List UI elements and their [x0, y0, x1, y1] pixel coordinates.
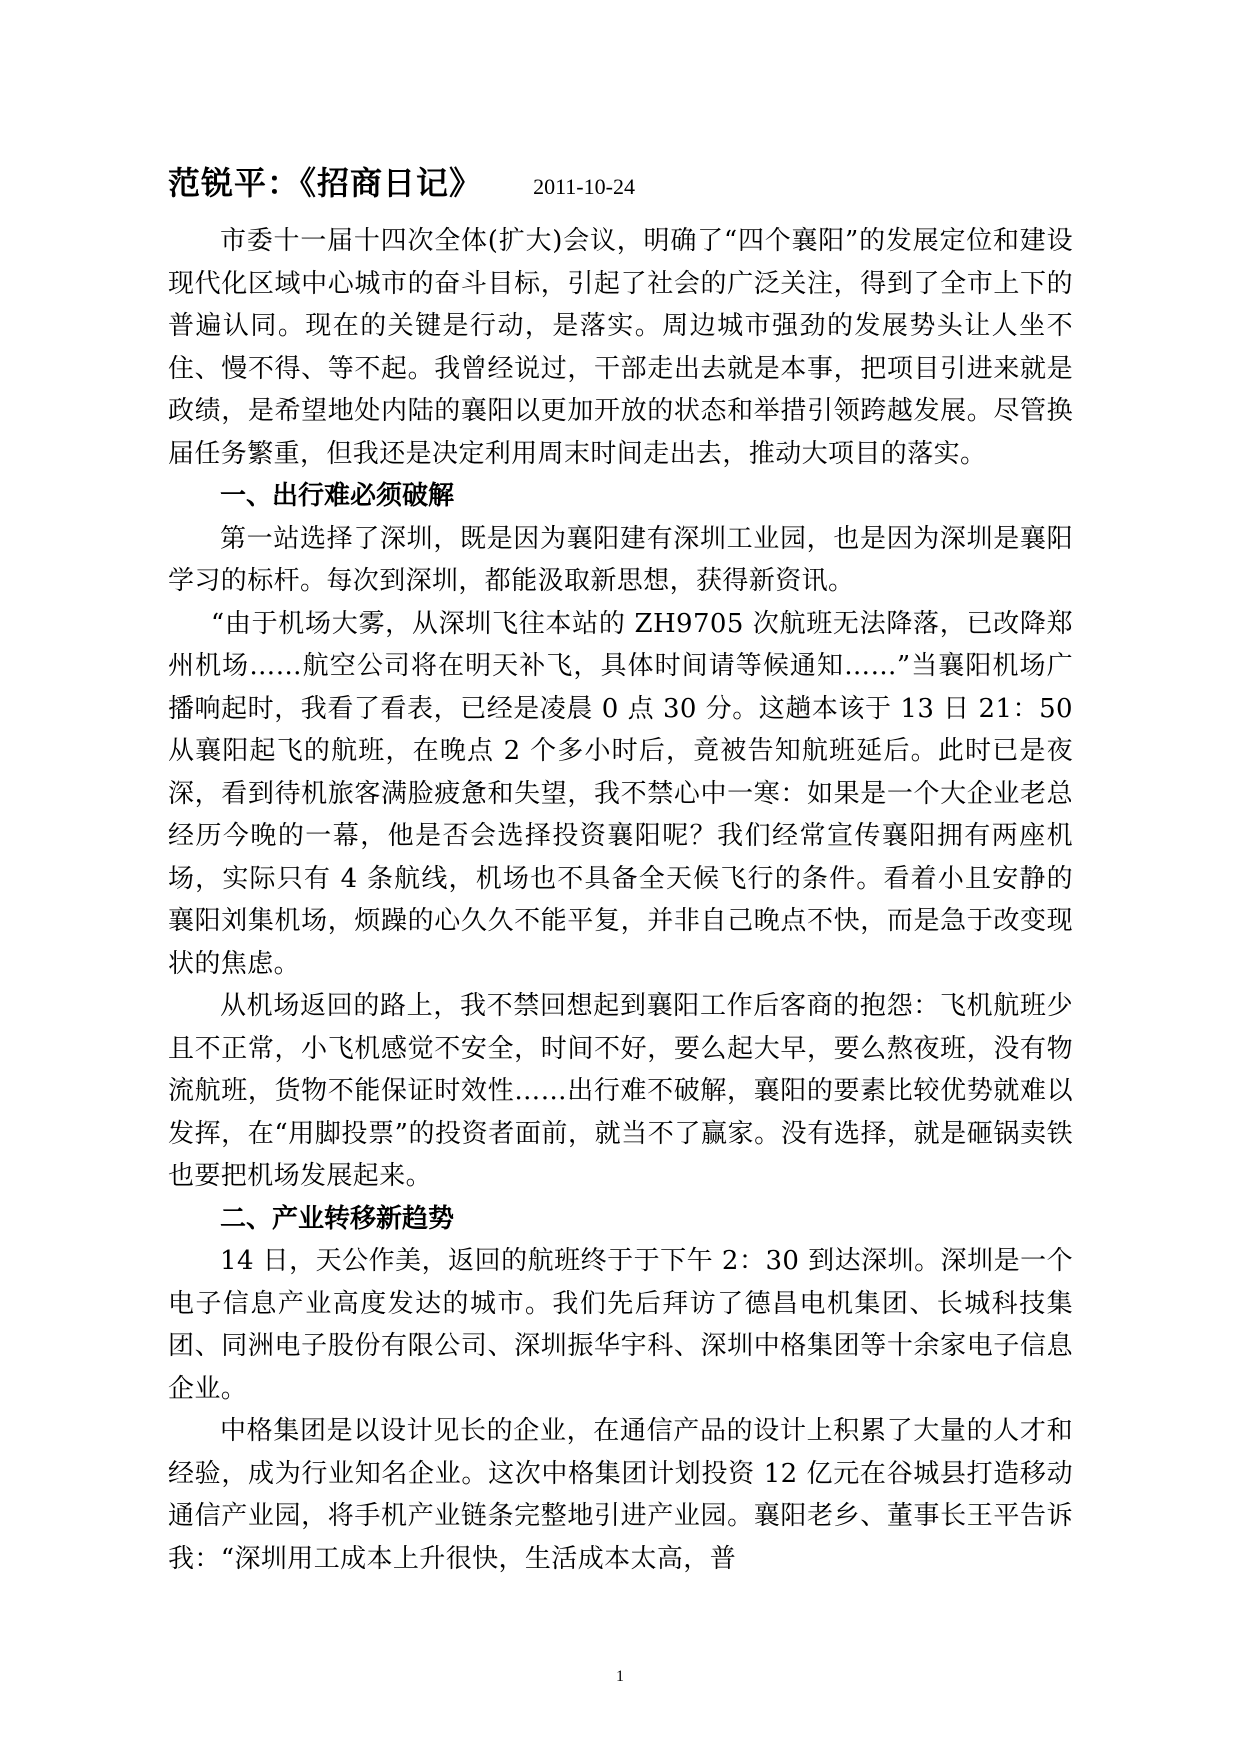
title-row — [168, 158, 1088, 208]
paragraph-shenzhen-visits: 14 日，天公作美，返回的航班终于于下午 2：30 到达深圳。深圳是一个电子信息产业高度发达的城市。我们先后拜访了德昌电机集团、长城科技集团、同洲电子股份有限公司、深圳振华宇科、深圳中格集团等十余家电子信息企业。 — [168, 1246, 1073, 1404]
paragraph-intro: 市委十一届十四次全体(扩大)会议，明确了“四个襄阳”的发展定位和建设现代化区域中心城市的奋斗目标，引起了社会的广泛关注，得到了全市上下的普遍认同。现在的关键是行动，是落实。周边城市强劲的发展势头让人坐不住、慢不得、等不起。我曾经说过，干部走出去就是本事，把项目引进来就是政绩，是希望地处内陆的襄阳以更加开放的状态和举措引领跨越发展。尽管换届任务繁重，但我还是决定利用周末时间走出去，推动大项目的落实。 — [168, 226, 1073, 469]
paragraph-merchant-complaints: 从机场返回的路上，我不禁回想起到襄阳工作后客商的抱怨：飞机航班少且不正常，小飞机感觉不安全，时间不好，要么起大早，要么熬夜班，没有物流航班，货物不能保证时效性……出行难不破解，襄阳的要素比较优势就难以发挥，在“用脚投票”的投资者面前，就当不了赢家。没有选择，就是砸锅卖铁也要把机场发展起来。 — [168, 991, 1073, 1191]
section-heading-1: 一、出行难必须破解 — [220, 481, 455, 511]
page-number: 1 — [616, 1668, 624, 1685]
paragraph-airport-announcement: “由于机场大雾，从深圳飞往本站的 ZH9705 次航班无法降落，已改降郑州机场……航空公司将在明天补飞，具体时间请等候通知……”当襄阳机场广播响起时，我看了看表，已经是凌晨 0 点 30 分。这趟本该于 13 日 21：50 从襄阳起飞的航班，在晚点 2 个多小时后，竟被告知航班延后。此时已是夜深，看到待机旅客满脸疲惫和失望，我不禁心中一寒：如果是一个大企业老总经历今晚的一幕，他是否会选择投资襄阳呢？我们经常宣传襄阳拥有两座机场，实际只有 4 条航线，机场也不具备全天候飞行的条件。看着小且安静的襄阳刘集机场，烦躁的心久久不能平复，并非自己晚点不快，而是急于改变现状的焦虑。 — [168, 608, 1073, 979]
document-title: 范锐平：《招商日记》 — [168, 164, 483, 202]
document-date: 2011-10-24 — [533, 174, 635, 199]
paragraph-shenzhen-first-stop: 第一站选择了深圳，既是因为襄阳建有深圳工业园，也是因为深圳是襄阳学习的标杆。每次到深圳，都能汲取新思想，获得新资讯。 — [168, 523, 1073, 596]
section-heading-2: 二、产业转移新趋势 — [220, 1203, 455, 1234]
document-body — [168, 220, 1073, 1580]
paragraph-zhongge-group: 中格集团是以设计见长的企业，在通信产品的设计上积累了大量的人才和经验，成为行业知名企业。这次中格集团计划投资 12 亿元在谷城县打造移动通信产业园，将手机产业链条完整地引进产业园。襄阳老乡、董事长王平告诉我：“深圳用工成本上升很快，生活成本太高，普 — [168, 1416, 1073, 1574]
